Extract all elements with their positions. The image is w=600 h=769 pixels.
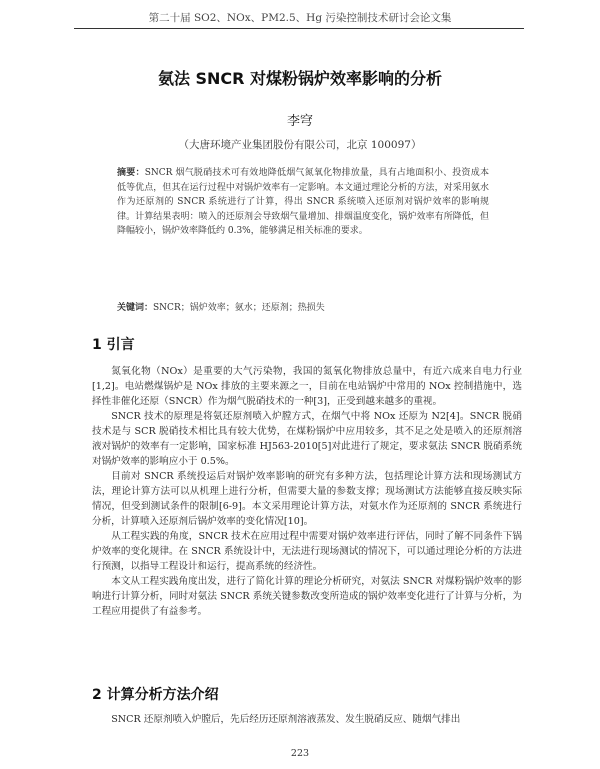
affiliation: （大唐环境产业集团股份有限公司，北京 100097） <box>178 139 422 151</box>
method-body <box>92 712 522 727</box>
keywords-label: 关键词： <box>117 303 154 313</box>
paragraph: 从工程实践的角度，SNCR 技术在应用过程中需要对锅炉效率进行评估，同时了解不同条件下锅炉效率的变化规律。在 SNCR 系统设计中，无法进行现场测试的情况下，可以通过理论分析的方法进行预测，以指导工程设计和运行，提高系统的经济性。 <box>92 531 522 572</box>
abstract <box>117 166 489 239</box>
paragraph: 氮氧化物（NOx）是重要的大气污染物，我国的氮氧化物排放总量中，有近六成来自电力行业[1,2]。电站燃煤锅炉是 NOx 排放的主要来源之一，目前在电站锅炉中常用的 NOx 控制措施中，选择性非催化还原（SNCR）作为烟气脱硝技术的一种[3]，正受到越来越多的重视。 <box>92 366 522 407</box>
abstract-text: SNCR 烟气脱硝技术可有效地降低烟气氮氧化物排放量，具有占地面积小、投资成本低等优点，但其在运行过程中对锅炉效率有一定影响。本文通过理论分析的方法，对采用氨水作为还原剂的 SNCR 系统进行了计算，得出 SNCR 系统喷入还原剂对锅炉效率的影响规律。计算结果表明：喷入的还原剂会导致烟气量增加、排烟温度变化，锅炉效率有所降低，但降幅较小，锅炉效率降低约 0.3%，能够满足相关标准的要求。 <box>117 168 489 236</box>
running-header: 第二十届 SO2、NOx、PM2.5、Hg 污染控制技术研讨会论文集 <box>148 12 452 24</box>
paragraph: 目前对 SNCR 系统投运后对锅炉效率影响的研究有多种方法，包括理论计算方法和现场测试方法，理论计算方法可以从机理上进行分析，但需要大量的参数支撑；现场测试方法能够直接反映实际情况，但受到测试条件的限制[6-9]。本文采用理论计算方法，对氨水作为还原剂的 SNCR 系统进行分析，计算喷入还原剂后锅炉效率的变化情况[10]。 <box>92 471 522 527</box>
page-number: 223 <box>290 748 310 759</box>
introduction-body <box>92 364 522 619</box>
author-name: 李穹 <box>286 114 313 129</box>
section-heading-introduction: 1 引言 <box>92 337 135 353</box>
keywords <box>117 301 489 315</box>
abstract-label: 摘要： <box>117 168 145 178</box>
paragraph: SNCR 技术的原理是将氨还原剂喷入炉膛方式，在烟气中将 NOx 还原为 N2[4]。SNCR 脱硝技术是与 SCR 脱硝技术相比具有较大优势，在煤粉锅炉中应用较多，其不足之处是喷入的还原剂溶液对锅炉的效率有一定影响，国家标准 HJ563-2010[5]对此进行了规定，要求氨法 SNCR 脱硝系统对锅炉效率的影响应小于 0.5%。 <box>92 411 522 467</box>
section-heading-method: 2 计算分析方法介绍 <box>92 687 219 703</box>
keywords-text: SNCR；锅炉效率；氨水；还原剂；热损失 <box>153 303 325 313</box>
paper-title: 氨法 SNCR 对煤粉锅炉效率影响的分析 <box>157 69 443 88</box>
paragraph: SNCR 还原剂喷入炉膛后，先后经历还原剂溶液蒸发、发生脱硝反应、随烟气排出 <box>111 714 461 725</box>
paragraph: 本文从工程实践角度出发，进行了简化计算的理论分析研究，对氨法 SNCR 对煤粉锅炉效率的影响进行计算分析，同时对氨法 SNCR 系统关键参数改变所造成的锅炉效率变化进行了计算与分析，为工程应用提供了有益参考。 <box>92 576 522 617</box>
header-rule <box>74 28 524 29</box>
